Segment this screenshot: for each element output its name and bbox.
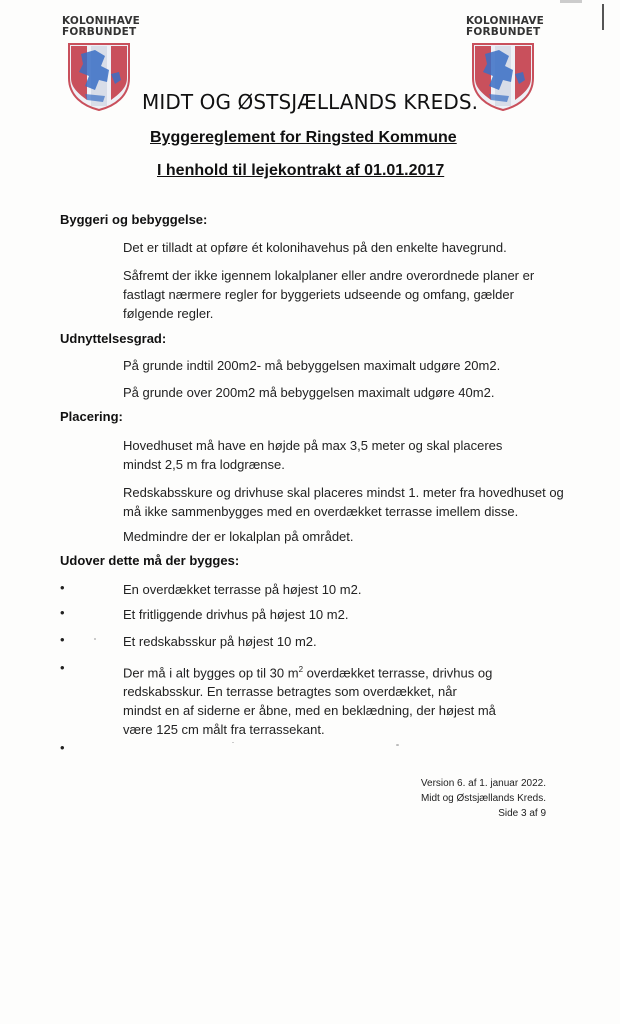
document-subtitle: I henhold til lejekontrakt af 01.01.2017 [157,162,445,179]
kreds-title: MIDT OG ØSTSJÆLLANDS KREDS. [142,90,479,114]
list-item [123,660,498,739]
paragraph: Det er tilladt at opføre ét kolonihavehus på den enkelte havegrund. [123,240,507,255]
logo-text-line1: KOLONIHAVE [62,15,141,27]
bullet-icon: • [60,580,65,595]
logo-left [62,15,141,112]
section-heading-udnyttelse: Udnyttelsesgrad: [60,331,167,346]
section-heading-placering: Placering: [60,409,123,424]
shield-icon [65,40,133,112]
paragraph: Redskabsskure og drivhuse skal placeres mindst 1. meter fra hovedhuset og må ikke sammenbygges med en overdækket terrasse imellem disse. [123,485,564,519]
bullet-icon: • [60,605,65,620]
scan-mark [602,4,604,30]
scan-speck [232,742,234,743]
section-heading-byggeri: Byggeri og bebyggelse: [60,212,208,227]
logo-text-line1: KOLONIHAVE [466,15,545,27]
section-heading-udover: Udover dette må der bygges: [60,553,240,568]
list-item: Et redskabsskur på højest 10 m2. [123,634,317,649]
paragraph: Medmindre der er lokalplan på området. [123,529,354,544]
footer-page-number: Side 3 af 9 [498,808,546,819]
shield-icon [469,40,537,112]
list-item-text: overdækket terrasse, drivhus og redskabsskur. En terrasse betragtes som overdækket, når mindst en af siderne er åbne, med en beklædning, der højest må være 125 cm målt fra terrassekant. [123,665,496,738]
paragraph: Såfremt der ikke igennem lokalplaner eller andre overordnede planer er fastlagt nærmere regler for byggeriets udseende og omfang, gælder følgende regler. [123,268,535,321]
paragraph: Hovedhuset må have en højde på max 3,5 meter og skal placeres mindst 2,5 m fra lodgrænse. [123,438,503,472]
logo-text-line2: FORBUNDET [62,26,137,38]
scan-mark [560,0,582,3]
footer [360,776,546,821]
bullet-icon: • [60,632,65,647]
bullet-icon: • [60,660,65,675]
scan-speck [396,744,399,746]
paragraph: På grunde over 200m2 må bebyggelsen maximalt udgøre 40m2. [123,385,495,400]
footer-version: Version 6. af 1. januar 2022. [420,778,546,789]
logo-text-line2: FORBUNDET [466,26,541,38]
superscript: 2 [298,665,304,674]
list-item-text: Der må i alt bygges op til 30 m [123,665,299,681]
list-item: En overdækket terrasse på højest 10 m2. [123,582,362,597]
paragraph: På grunde indtil 200m2- må bebyggelsen maximalt udgøre 20m2. [123,358,501,373]
scan-speck [94,638,96,640]
document-title: Byggereglement for Ringsted Kommune [150,129,457,146]
footer-kreds: Midt og Østsjællands Kreds. [420,793,546,804]
list-item: Et fritliggende drivhus på højest 10 m2. [123,607,349,622]
bullet-icon: • [60,740,65,755]
